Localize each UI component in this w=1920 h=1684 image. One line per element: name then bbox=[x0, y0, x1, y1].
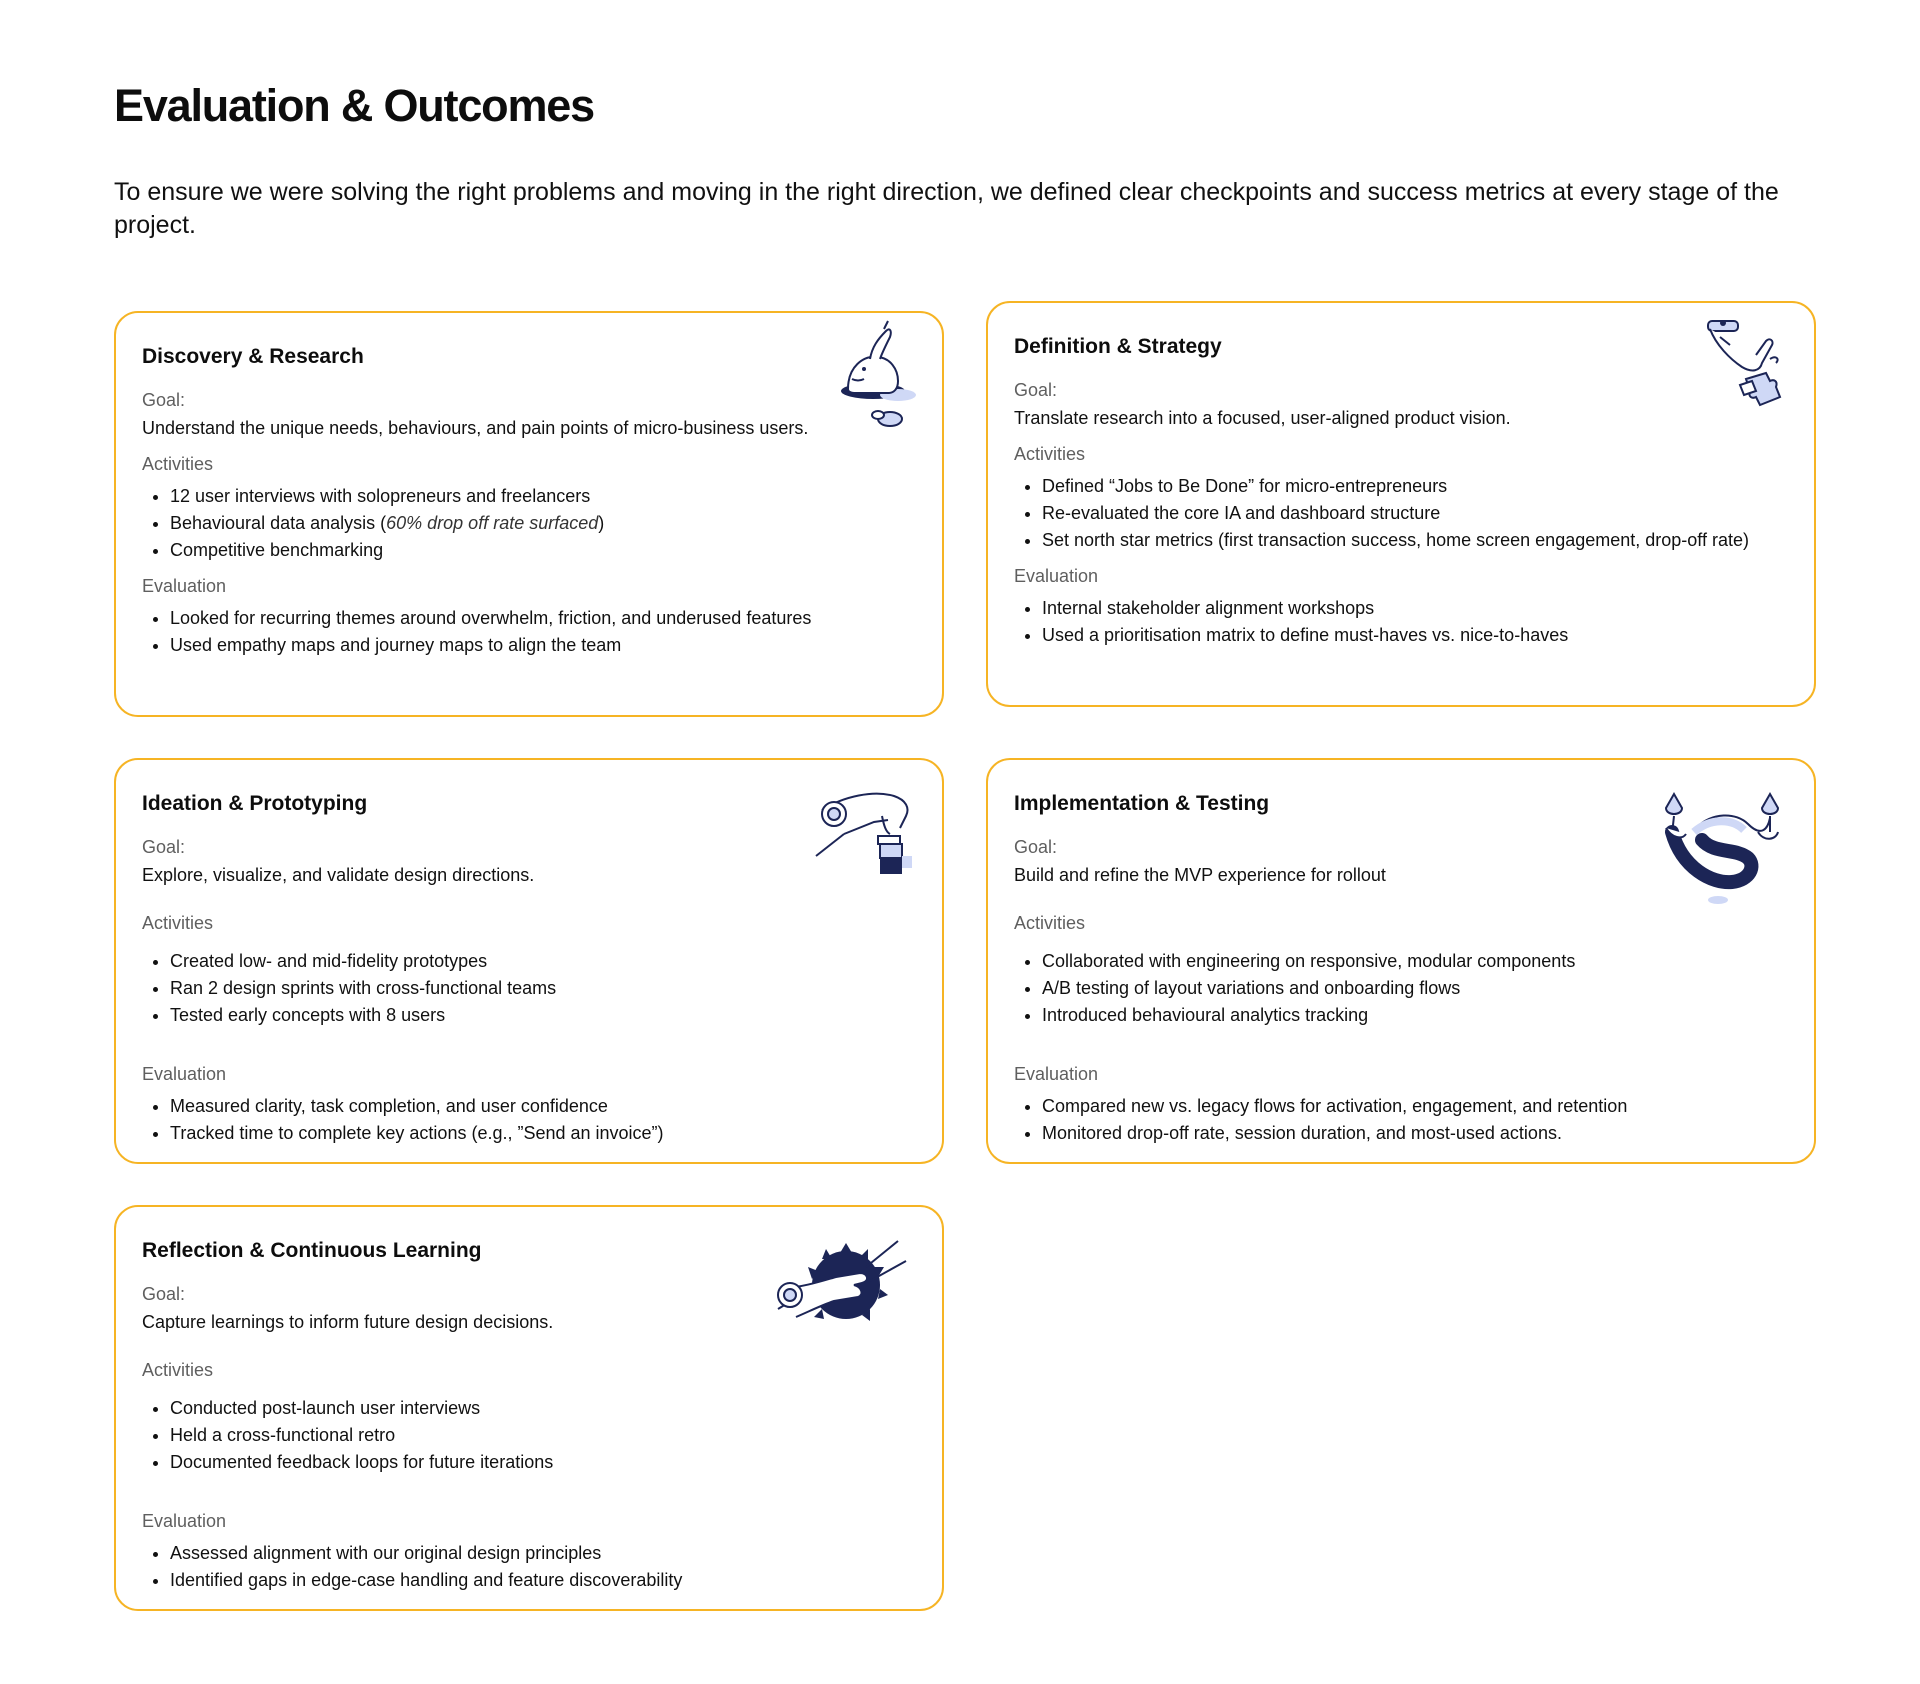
hands-toast-icon bbox=[1652, 788, 1792, 908]
goal-text: Explore, visualize, and validate design directions. bbox=[142, 865, 535, 885]
block-hand-icon bbox=[814, 776, 924, 886]
activities-list bbox=[142, 948, 916, 1029]
list-item: Collaborated with engineering on responsive, modular components bbox=[1014, 948, 1788, 975]
list-item: Used empathy maps and journey maps to align the team bbox=[142, 632, 916, 659]
activities-label: Activities bbox=[142, 913, 214, 933]
list-item: Measured clarity, task completion, and user confidence bbox=[142, 1093, 916, 1120]
card-ideation-prototyping bbox=[114, 758, 944, 1164]
list-item: Behavioural data analysis (60% drop off rate surfaced) bbox=[142, 510, 916, 537]
evaluation-label: Evaluation bbox=[142, 1511, 227, 1531]
list-item: 12 user interviews with solopreneurs and freelancers bbox=[142, 483, 916, 510]
goal-text: Understand the unique needs, behaviours, and pain points of micro-business users. bbox=[142, 418, 809, 438]
list-item: Ran 2 design sprints with cross-functional teams bbox=[142, 975, 916, 1002]
list-item: Created low- and mid-fidelity prototypes bbox=[142, 948, 916, 975]
list-item: Used a prioritisation matrix to define must-haves vs. nice-to-haves bbox=[1014, 622, 1788, 649]
page-intro: To ensure we were solving the right problems and moving in the right direction, we defined clear checkpoints and success metrics at every stage of the project. bbox=[114, 178, 1779, 239]
list-item: Competitive benchmarking bbox=[142, 537, 916, 564]
activities-list bbox=[142, 1395, 916, 1476]
evaluation-label: Evaluation bbox=[142, 576, 227, 596]
list-item: Internal stakeholder alignment workshops bbox=[1014, 595, 1788, 622]
list-item: Tracked time to complete key actions (e.g., ”Send an invoice”) bbox=[142, 1120, 916, 1147]
puzzle-hand-icon bbox=[1700, 315, 1800, 425]
evaluation-list bbox=[1014, 595, 1788, 649]
list-item: Held a cross-functional retro bbox=[142, 1422, 916, 1449]
dog-icon bbox=[828, 319, 928, 429]
list-item: A/B testing of layout variations and onboarding flows bbox=[1014, 975, 1788, 1002]
card-discovery-research bbox=[114, 311, 944, 717]
goal-label: Goal: bbox=[142, 390, 186, 410]
activities-list bbox=[1014, 948, 1788, 1029]
evaluation-label: Evaluation bbox=[1014, 566, 1099, 586]
goal-text: Translate research into a focused, user-aligned product vision. bbox=[1014, 408, 1511, 428]
card-title: Discovery & Research bbox=[142, 345, 364, 368]
gear-hand-icon bbox=[774, 1237, 914, 1347]
list-item: Set north star metrics (first transaction success, home screen engagement, drop-off rate) bbox=[1014, 527, 1754, 554]
list-item: Introduced behavioural analytics tracking bbox=[1014, 1002, 1788, 1029]
list-item: Conducted post-launch user interviews bbox=[142, 1395, 916, 1422]
highlight-text: 60% drop off rate surfaced bbox=[386, 513, 599, 533]
goal-label: Goal: bbox=[1014, 837, 1058, 857]
list-item: Monitored drop-off rate, session duration, and most-used actions. bbox=[1014, 1120, 1788, 1147]
card-title: Definition & Strategy bbox=[1014, 335, 1222, 358]
card-title: Ideation & Prototyping bbox=[142, 792, 368, 815]
goal-label: Goal: bbox=[1014, 380, 1058, 400]
goal-text: Capture learnings to inform future design decisions. bbox=[142, 1312, 554, 1332]
activities-label: Activities bbox=[1014, 444, 1086, 464]
page-title: Evaluation & Outcomes bbox=[114, 80, 594, 131]
evaluation-list bbox=[142, 605, 916, 659]
list-item: Tested early concepts with 8 users bbox=[142, 1002, 916, 1029]
activities-list bbox=[1014, 473, 1754, 554]
card-title: Reflection & Continuous Learning bbox=[142, 1239, 482, 1262]
list-item: Re-evaluated the core IA and dashboard structure bbox=[1014, 500, 1754, 527]
evaluation-list bbox=[1014, 1093, 1788, 1147]
list-item: Defined “Jobs to Be Done” for micro-entrepreneurs bbox=[1014, 473, 1754, 500]
card-implementation-testing bbox=[986, 758, 1816, 1164]
evaluation-list bbox=[142, 1540, 916, 1594]
list-item: Identified gaps in edge-case handling and feature discoverability bbox=[142, 1567, 916, 1594]
card-reflection-learning bbox=[114, 1205, 944, 1611]
evaluation-list bbox=[142, 1093, 916, 1147]
goal-label: Goal: bbox=[142, 837, 186, 857]
activities-label: Activities bbox=[142, 454, 214, 474]
goal-text: Build and refine the MVP experience for rollout bbox=[1014, 865, 1386, 885]
goal-label: Goal: bbox=[142, 1284, 186, 1304]
card-title: Implementation & Testing bbox=[1014, 792, 1270, 815]
activities-list bbox=[142, 483, 916, 564]
evaluation-label: Evaluation bbox=[142, 1064, 227, 1084]
evaluation-label: Evaluation bbox=[1014, 1064, 1099, 1084]
activities-label: Activities bbox=[142, 1360, 214, 1380]
card-definition-strategy bbox=[986, 301, 1816, 707]
activities-label: Activities bbox=[1014, 913, 1086, 933]
list-item: Documented feedback loops for future iterations bbox=[142, 1449, 916, 1476]
list-item: Assessed alignment with our original design principles bbox=[142, 1540, 916, 1567]
list-item: Compared new vs. legacy flows for activation, engagement, and retention bbox=[1014, 1093, 1788, 1120]
list-item: Looked for recurring themes around overwhelm, friction, and underused features bbox=[142, 605, 916, 632]
